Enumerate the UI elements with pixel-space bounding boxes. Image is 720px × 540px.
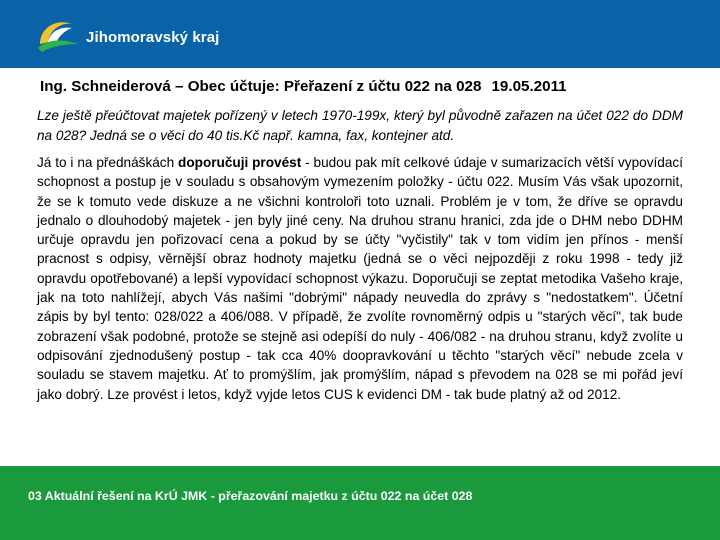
- slide-title: [40, 78, 690, 95]
- answer-intro: Já to i na přednáškách: [37, 155, 179, 170]
- header-bar: [0, 0, 720, 68]
- answer-body: - budou pak mít celkové údaje v sumarizacích větší vypovídací schopnost a postup je v souladu s obsahovým vymezením položky - účtu 022. Musím Vás však upozornit, že se k tomuto vede diskuze a ne všichni kontroloři toto uznali. Problém je v tom, že dříve se opravdu jednalo o dlouhodobý majetek - jen byly jiné ceny. Na druhou stranu hranici, zda jde o DHM nebo DDHM určuje opravdu jen pořizovací cena a pokud by se účty "vyčistily" tak v tom vidím jen přínos - menší pracnost s odpisy, věrnější obraz hodnoty majetku (jedná se o věci nejpozději z roku 1998 - tedy již opravdu opotřebované) a lepší vypovídací schopnost výkazu. Doporučuji se zeptat metodika Vašeho kraje, jak na toto nahlížejí, abych Vás našimi "dobrými" nápady neuvedla do zprávy s "nedostatkem". Účetní zápis by byl tento: 028/022 a 406/088. V případě, že zvolíte rovnoměrný odpis u "starých věcí", tak bude zobrazení však podobné, protože se stejně asi odepíší do nuly - 406/082 - na druhou stranu, když zvolíte u odpisování zjednodušený postup - tak cca 40% doopravkování u těchto "starých věcí" nebude zcela v souladu se stavem majetku. Ať to promýšlím, jak promýšlím, nápad s převodem na 028 se mi pořád jeví jako dobrý. Lze provést i letos, když vyjde letos CUS k evidenci DM - tak bude platný až od 2012.: [37, 155, 683, 402]
- title-text: Ing. Schneiderová – Obec účtuje: Přeřazení z účtu 022 na 028: [40, 78, 482, 95]
- footer-text: 03 Aktuální řešení na KrÚ JMK - přeřazování majetku z účtu 022 na účet 028: [28, 489, 473, 503]
- answer-emphasis: doporučuji provést: [178, 155, 302, 170]
- jihomoravsky-kraj-logo-icon: [36, 14, 80, 54]
- logo: [36, 12, 219, 56]
- footer-bar: [0, 466, 720, 540]
- title-date: 19.05.2011: [491, 78, 567, 95]
- answer-text: [37, 153, 683, 404]
- question-text: Lze ještě přeúčtovat majetek pořízený v letech 1970-199x, který byl původně zařazen na účet 022 do DDM na 028? Jedná se o věci do 40 tis.Kč např. kamna, fax, kontejner atd.: [37, 108, 683, 143]
- logo-text: Jihomoravský kraj: [86, 28, 220, 46]
